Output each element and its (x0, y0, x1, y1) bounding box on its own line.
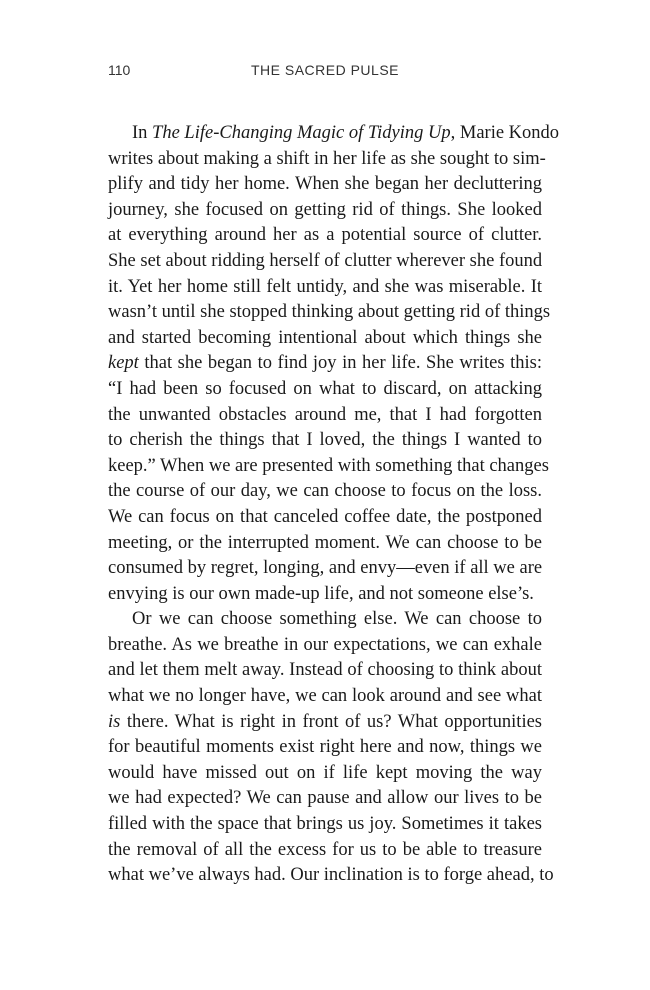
text-line (108, 377, 542, 403)
text-segment: and let them melt away. Instead of choosing to think about (108, 660, 542, 681)
text-segment: to cherish the things that I loved, the things I wanted to (108, 430, 542, 451)
text-line (108, 121, 560, 147)
italic-text: is (108, 711, 121, 732)
text-segment: breathe. As we breathe in our expectations, we can exhale (108, 634, 542, 655)
text-line (108, 582, 542, 608)
text-line (108, 172, 542, 198)
text-segment: She set about ridding herself of clutter wherever she found (108, 250, 543, 271)
text-line (108, 249, 542, 275)
text-segment: what we’ve always had. Our inclination is to forge ahead, to (108, 865, 554, 886)
text-segment: for beautiful moments exist right here and now, things we (108, 737, 542, 758)
text-segment: filled with the space that brings us joy. Sometimes it takes (108, 814, 542, 835)
text-segment: there. What is right in front of us? What opportunities (120, 711, 542, 732)
text-line (108, 351, 542, 377)
text-line (108, 607, 542, 633)
text-segment: it. Yet her home still felt untidy, and she was miserable. It (108, 276, 542, 297)
text-segment: journey, she focused on getting rid of things. She looked (108, 199, 542, 220)
text-segment: that she began to find joy in her life. She writes this: (138, 353, 542, 374)
text-segment: the unwanted obstacles around me, that I had forgotten (108, 404, 542, 425)
text-segment: envying is our own made-up life, and not someone else’s. (108, 583, 534, 604)
text-line (108, 300, 551, 326)
text-segment: the removal of all the excess for us to be able to treasure (108, 839, 542, 860)
text-line (108, 786, 542, 812)
running-title: THE SACRED PULSE (250, 62, 400, 78)
text-line (108, 454, 549, 480)
text-line (108, 863, 554, 889)
text-line (108, 198, 542, 224)
text-line (108, 761, 542, 787)
text-line (108, 147, 546, 173)
text-segment: Or we can choose something else. We can choose to (132, 609, 542, 630)
text-line (108, 326, 542, 352)
text-line (108, 556, 542, 582)
text-line (108, 735, 542, 761)
text-line (108, 479, 542, 505)
text-segment: , Marie Kondo (450, 123, 560, 143)
text-segment: In (132, 123, 153, 143)
text-line (108, 275, 542, 301)
text-line (108, 838, 542, 864)
text-line (108, 223, 542, 249)
text-segment: at everything around her as a potential source of clutter. (108, 225, 542, 246)
text-segment: and started becoming intentional about which things she (108, 327, 542, 348)
text-segment: we had expected? We can pause and allow our lives to be (108, 788, 542, 809)
text-line (108, 658, 542, 684)
text-segment: keep.” When we are presented with something that changes (108, 455, 549, 476)
text-line (108, 633, 542, 659)
text-segment: would have missed out on if life kept moving the way (108, 762, 542, 783)
text-line (108, 812, 542, 838)
text-segment: what we no longer have, we can look around and see what (108, 686, 542, 707)
text-line (108, 710, 542, 736)
text-segment: We can focus on that canceled coffee date, the postponed (108, 506, 542, 527)
text-segment: “I had been so focused on what to discard, on attacking (108, 378, 542, 399)
text-segment: meeting, or the interrupted moment. We can choose to be (108, 532, 542, 553)
page-number: 110 (108, 62, 131, 78)
text-segment: consumed by regret, longing, and envy—even if all we are (108, 558, 543, 579)
text-segment: wasn’t until she stopped thinking about getting rid of things (108, 302, 551, 323)
body-text (108, 121, 560, 889)
text-segment: the course of our day, we can choose to focus on the loss. (108, 481, 542, 502)
text-segment: writes about making a shift in her life as she sought to sim- (108, 148, 546, 169)
text-segment: plify and tidy her home. When she began her decluttering (108, 174, 542, 195)
text-line (108, 428, 542, 454)
italic-text: kept (108, 353, 139, 374)
text-line (108, 531, 542, 557)
text-line (108, 505, 542, 531)
running-head (108, 62, 542, 82)
text-line (108, 684, 542, 710)
text-line (108, 403, 542, 429)
italic-text: The Life-Changing Magic of Tidying Up (152, 123, 451, 143)
